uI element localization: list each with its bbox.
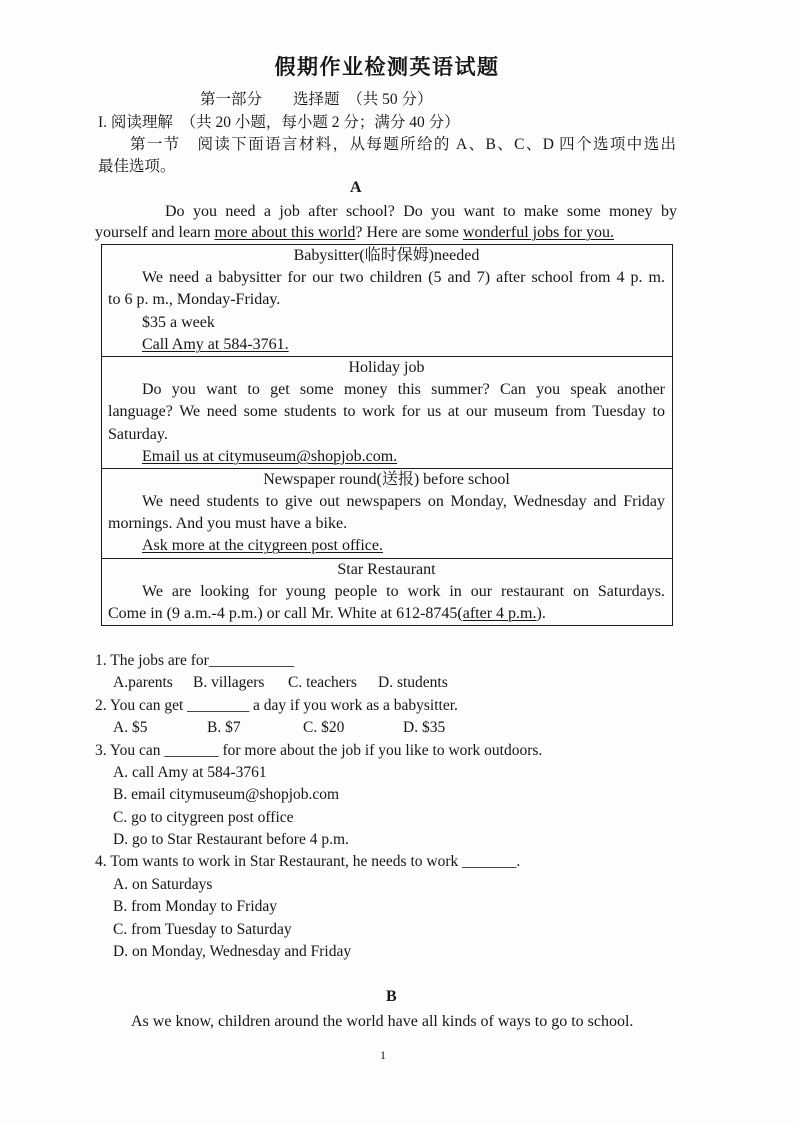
passage-a-label: A	[350, 179, 362, 196]
option-d: D. $35	[403, 719, 446, 737]
ad-text-line: mornings. And you must have a bike.	[108, 515, 348, 533]
underlined-phrase: wonderful jobs for you	[462, 224, 610, 241]
question-stem: 2. You can get ________ a day if you work as a babysitter.	[95, 696, 458, 714]
question-stem: 4. Tom wants to work in Star Restaurant, he needs to work _______.	[95, 853, 521, 871]
option-b: B. $7	[207, 719, 241, 737]
question-stem: 1. The jobs are for___________	[95, 652, 295, 669]
ad-title: Newspaper round(送报) before school	[263, 470, 510, 488]
option-d: D. go to Star Restaurant before 4 p.m.	[113, 831, 349, 848]
question-options	[95, 717, 695, 739]
option-c: C. teachers	[288, 674, 357, 692]
instructions-line-2: 最佳选项。	[98, 158, 176, 175]
ad-title: Star Restaurant	[337, 560, 436, 578]
ad-text-line: Do you want to get some money this summer? Can you speak another	[142, 381, 665, 399]
ad-text-line	[108, 603, 665, 625]
ad-text: ).	[536, 605, 546, 622]
option-a: A. call Amy at 584-3761	[113, 763, 267, 781]
ad-title: Holiday job	[348, 358, 425, 376]
ad-contact-line	[108, 446, 665, 468]
passage-a-intro-line-1: Do you need a job after school? Do you want to make some money by	[165, 203, 677, 220]
question-options	[95, 672, 695, 694]
ad-babysitter	[102, 245, 672, 356]
ad-contact: Ask more at the citygreen post office.	[142, 537, 383, 555]
intro-text: .	[609, 224, 614, 241]
passage-b-label: B	[386, 988, 397, 1005]
intro-text: yourself and learn	[95, 224, 215, 241]
option-a: A. on Saturdays	[113, 875, 213, 893]
passage-b-first-line: As we know, children around the world have all kinds of ways to go to school.	[131, 1013, 634, 1030]
ad-text: Come in (9 a.m.-4 p.m.) or call Mr. White at 612-8745(	[108, 605, 463, 622]
questions	[95, 650, 695, 963]
ad-contact-line	[108, 535, 665, 557]
ad-contact: Email us at citymuseum@shopjob.com.	[142, 447, 398, 465]
option-c: C. from Tuesday to Saturday	[113, 920, 292, 938]
part-heading: 第一部分 选择题 （共 50 分）	[200, 91, 433, 108]
ad-contact: Call Amy at 584-3761.	[142, 335, 289, 353]
option-d: D. students	[378, 674, 448, 692]
passage-a-intro-line-2	[95, 222, 614, 244]
option-b: B. from Monday to Friday	[113, 898, 278, 916]
underlined-phrase: after 4 p.m.	[462, 605, 537, 622]
ad-newspaper-round	[102, 468, 672, 558]
ad-text-line: We need students to give out newspapers on Monday, Wednesday and Friday	[142, 493, 665, 511]
ad-text-line: to 6 p. m., Monday-Friday.	[108, 291, 281, 309]
question-stem: 3. You can _______ for more about the job if you like to work outdoors.	[95, 741, 543, 759]
option-a: A.parents	[113, 674, 173, 692]
option-c: C. $20	[303, 719, 345, 737]
ad-star-restaurant	[102, 558, 672, 626]
underlined-phrase: more about this world	[214, 224, 356, 241]
instructions-line-1: 第一节 阅读下面语言材料，从每题所给的 A、B、C、D 四个选项中选出	[130, 136, 676, 153]
option-b: B. villagers	[193, 674, 265, 692]
ad-text-line: We are looking for young people to work in our restaurant on Saturdays.	[142, 582, 665, 600]
ad-title: Babysitter(临时保姆)needed	[293, 247, 480, 264]
ad-text-line: Saturday.	[108, 425, 168, 443]
ad-price: $35 a week	[142, 313, 215, 331]
option-b: B. email citymuseum@shopjob.com	[113, 786, 340, 804]
option-a: A. $5	[113, 719, 148, 737]
job-ads-box	[101, 244, 673, 626]
ad-contact-line	[108, 334, 665, 356]
intro-text: ? Here are some	[355, 224, 463, 241]
section-heading: I. 阅读理解 （共 20 小题，每小题 2 分；满分 40 分）	[98, 114, 460, 131]
ad-holiday-job	[102, 356, 672, 468]
option-d: D. on Monday, Wednesday and Friday	[113, 942, 352, 960]
ad-text-line: language? We need some students to work for us at our museum from Tuesday to	[108, 403, 665, 421]
ad-text-line: We need a babysitter for our two children (5 and 7) after school from 4 p. m.	[142, 269, 665, 287]
exam-title: 假期作业检测英语试题	[274, 55, 500, 79]
option-c: C. go to citygreen post office	[113, 808, 294, 826]
page-number: 1	[380, 1048, 386, 1062]
